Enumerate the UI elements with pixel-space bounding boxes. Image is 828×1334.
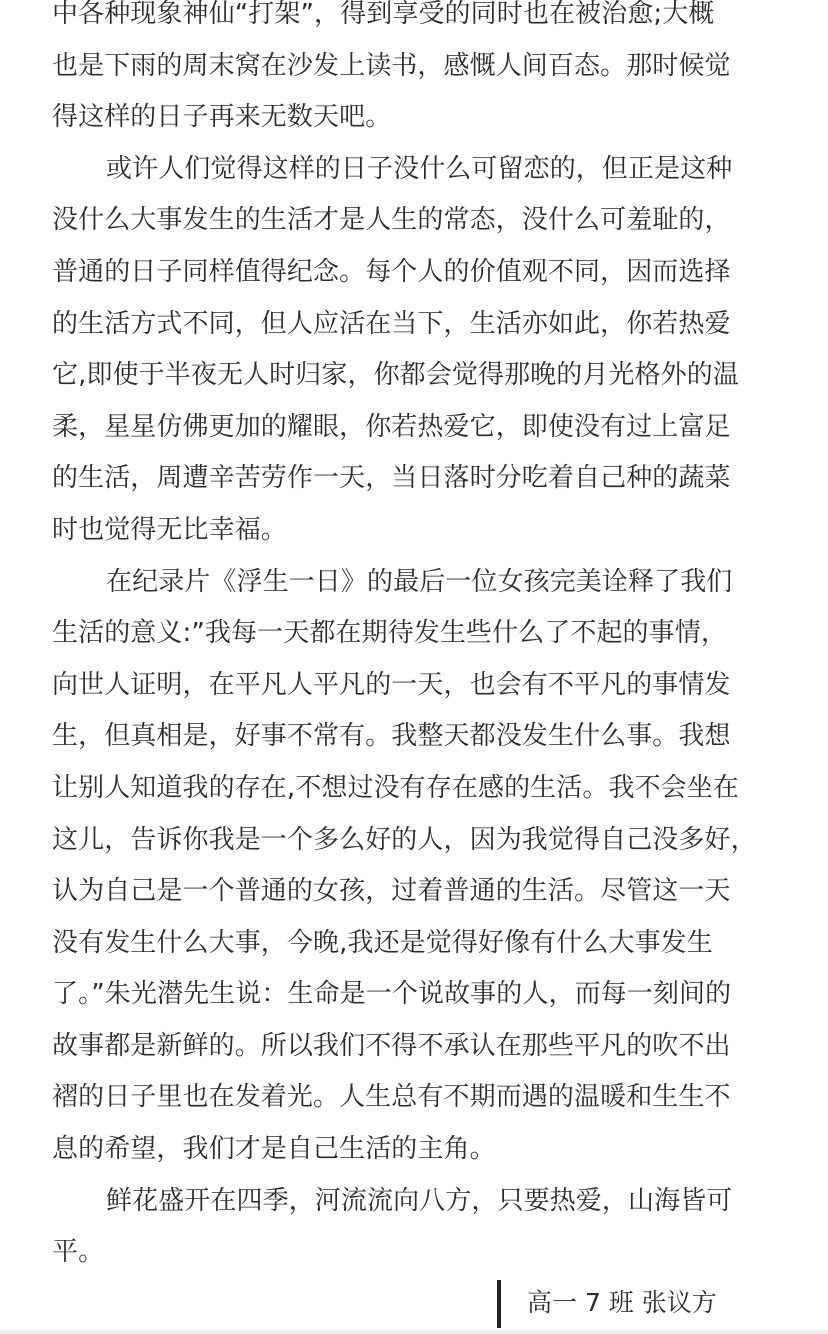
text-line: 柔，星星仿佛更加的耀眼，你若热爱它，即使没有过上富足	[52, 411, 731, 442]
paragraph-2	[52, 144, 784, 557]
text-line: 认为自己是一个普通的女孩，过着普通的生活。尽管这一天	[52, 876, 731, 907]
text-line: 没有发生什么大事，今晚,我还是觉得好像有什么大事发生	[52, 927, 713, 958]
text-line: 的生活方式不同，但人应活在当下，生活亦如此，你若热爱	[52, 308, 731, 339]
text-line: 生，但真相是，好事不常有。我整天都没发生什么事。我想	[52, 721, 731, 752]
text-line: 它,即使于半夜无人时归家，你都会觉得那晚的月光格外的温	[52, 360, 739, 391]
article-body	[52, 0, 784, 1279]
bottom-divider	[0, 1330, 828, 1334]
author-signature-text: 高一 7 班 张议方	[527, 1288, 717, 1317]
text-line: 了。”朱光潜先生说：生命是一个说故事的人，而每一刻间的	[52, 979, 732, 1010]
text-line: 或许人们觉得这样的日子没什么可留恋的，但正是这种	[106, 153, 733, 184]
text-line: 让别人知道我的存在,不想过没有存在感的生活。我不会坐在	[52, 772, 739, 803]
text-line: 在纪录片《浮生一日》的最后一位女孩完美诠释了我们	[106, 566, 733, 597]
text-line: 的生活，周遭辛苦劳作一天，当日落时分吃着自己种的蔬菜	[52, 463, 731, 494]
text-line: 得这样的日子再来无数天吧。	[52, 102, 392, 133]
text-line: 普通的日子同样值得纪念。每个人的价值观不同，因而选择	[52, 256, 731, 287]
text-line: 时也觉得无比幸福。	[52, 514, 287, 545]
text-line: 褶的日子里也在发着光。人生总有不期而遇的温暖和生生不	[52, 1082, 731, 1113]
text-line: 生活的意义:”我每一天都在期待发生些什么了不起的事情，	[52, 618, 727, 649]
text-line: 这儿，告诉你我是一个多么好的人，因为我觉得自己没多好，	[52, 824, 757, 855]
text-line: 中各种现象神仙“打架”，得到享受的同时也在被治愈;大概	[52, 0, 715, 29]
text-line: 息的希望，我们才是自己生活的主角。	[52, 1134, 496, 1165]
text-line: 没什么大事发生的生活才是人生的常态，没什么可羞耻的，	[52, 205, 731, 236]
text-line: 故事都是新鲜的。所以我们不得不承认在那些平凡的吹不出	[52, 1030, 731, 1061]
paragraph-4	[52, 1176, 784, 1279]
text-line: 平。	[52, 1237, 105, 1268]
text-line: 鲜花盛开在四季，河流流向八方，只要热爱，山海皆可	[106, 1185, 733, 1216]
paragraph-3	[52, 557, 784, 1176]
paragraph-1	[52, 0, 784, 144]
author-signature	[497, 1280, 717, 1328]
text-line: 向世人证明，在平凡人平凡的一天，也会有不平凡的事情发	[52, 669, 731, 700]
text-line: 也是下雨的周末窝在沙发上读书，感慨人间百态。那时候觉	[52, 50, 731, 81]
